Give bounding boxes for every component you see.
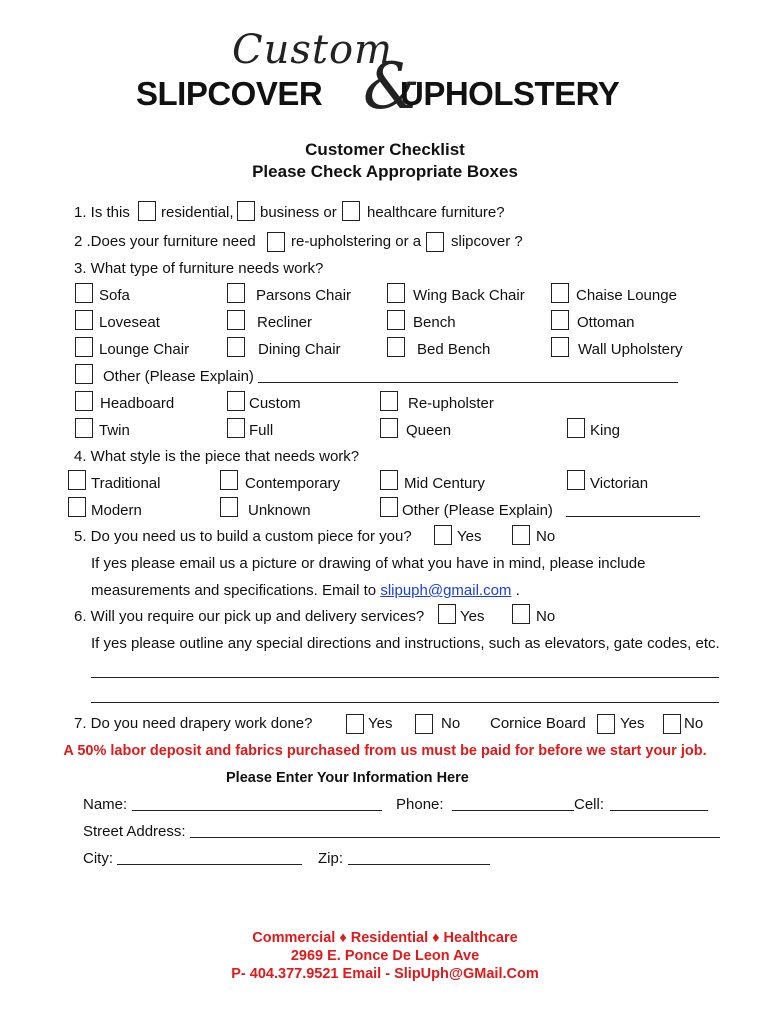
q1-label: 1. Is this [74,204,130,221]
q3-sofa-label: Sofa [99,287,130,304]
q3-lounge-chair-checkbox[interactable] [75,337,93,357]
q4-modern-checkbox[interactable] [68,497,86,517]
q3-full-checkbox[interactable] [227,418,245,438]
footer-contact: P- 404.377.9521 Email - SlipUph@GMail.Com [231,966,539,982]
q3-wall-upholstery-label: Wall Upholstery [578,341,683,358]
phone-label: Phone: [396,796,444,813]
q1-residential-label: residential, [161,204,234,221]
q2-reupholster-checkbox[interactable] [267,232,285,252]
name-field[interactable] [132,810,382,811]
q4-other-input-line[interactable] [566,516,700,517]
q3-king-label: King [590,422,621,439]
q7-cornice-yes-checkbox[interactable] [597,714,615,734]
q3-king-checkbox[interactable] [567,418,585,438]
street-address-field[interactable] [190,837,720,838]
q2-slipcover-checkbox[interactable] [426,232,444,252]
zip-label: Zip: [318,850,344,867]
q6-instructions-line-2[interactable] [91,702,719,703]
q3-bench-label: Bench [413,314,456,331]
q5-note-email-line [91,582,520,600]
q3-twin-checkbox[interactable] [75,418,93,438]
q5-note: If yes please email us a picture or drawing of what you have in mind, please include [91,555,646,572]
name-label: Name: [83,796,128,813]
deposit-notice: A 50% labor deposit and fabrics purchased from us must be paid for before we start your job. [63,743,707,759]
q5-email-link[interactable]: slipuph@gmail.com [380,582,512,599]
q4-traditional-label: Traditional [91,475,161,492]
q3-bed-bench-checkbox[interactable] [387,337,405,357]
q1-business-label: business or [260,204,337,221]
q3-other-checkbox[interactable] [75,364,93,384]
q3-ottoman-checkbox[interactable] [551,310,569,330]
q1-business-checkbox[interactable] [237,201,255,221]
q6-label: 6. Will you require our pick up and delivery services? [74,608,425,625]
q5-label: 5. Do you need us to build a custom piece for you? [74,528,412,545]
q4-modern-label: Modern [91,502,142,519]
q7-yes-label: Yes [368,715,393,732]
q4-label: 4. What style is the piece that needs work? [74,448,360,465]
street-address-label: Street Address: [83,823,186,840]
q3-other-label: Other (Please Explain) [103,368,254,385]
q4-unknown-label: Unknown [248,502,311,519]
q4-victorian-label: Victorian [590,475,649,492]
q1-healthcare-label: healthcare furniture? [367,204,505,221]
q3-recliner-checkbox[interactable] [227,310,245,330]
q3-parsons-chair-label: Parsons Chair [256,287,352,304]
q4-mid-century-checkbox[interactable] [380,470,398,490]
logo-script-text: Custom [232,27,393,73]
q6-yes-label: Yes [460,608,485,625]
q7-cornice-yes-label: Yes [620,715,645,732]
q3-wing-back-chair-label: Wing Back Chair [413,287,525,304]
q3-wall-upholstery-checkbox[interactable] [551,337,569,357]
q7-cornice-no-label: No [684,715,704,732]
q3-loveseat-checkbox[interactable] [75,310,93,330]
q3-parsons-chair-checkbox[interactable] [227,283,245,303]
q3-ottoman-label: Ottoman [577,314,635,331]
q6-no-label: No [536,608,556,625]
q1-healthcare-checkbox[interactable] [342,201,360,221]
cell-label: Cell: [574,796,605,813]
q3-queen-label: Queen [406,422,452,439]
info-heading: Please Enter Your Information Here [226,770,469,786]
q4-victorian-checkbox[interactable] [567,470,585,490]
q3-other-input-line[interactable] [258,382,678,383]
q3-reupholster-label: Re-upholster [408,395,494,412]
q3-full-label: Full [249,422,274,439]
q3-wing-back-chair-checkbox[interactable] [387,283,405,303]
q3-headboard-label: Headboard [100,395,175,412]
footer-address: 2969 E. Ponce De Leon Ave [290,948,480,964]
q3-sofa-checkbox[interactable] [75,283,93,303]
city-label: City: [83,850,113,867]
q2-slipcover-label: slipcover ? [451,233,523,250]
q4-unknown-checkbox[interactable] [220,497,238,517]
q7-no-checkbox[interactable] [415,714,433,734]
q4-traditional-checkbox[interactable] [68,470,86,490]
q3-label: 3. What type of furniture needs work? [74,260,324,277]
q3-reupholster-checkbox[interactable] [380,391,398,411]
q6-instructions-line-1[interactable] [91,677,719,678]
q7-no-label: No [441,715,461,732]
q5-no-checkbox[interactable] [512,525,530,545]
q5-note-prefix: measurements and specifications. Email to [91,582,377,599]
q2-reupholster-label: re-upholstering or a [291,233,422,250]
q3-bed-bench-label: Bed Bench [417,341,491,358]
page-title: Customer Checklist [305,140,465,159]
cell-field[interactable] [610,810,708,811]
q5-note-suffix: . [515,582,520,599]
q4-contemporary-label: Contemporary [245,475,341,492]
q1-residential-checkbox[interactable] [138,201,156,221]
q7-cornice-no-checkbox[interactable] [663,714,681,734]
q6-note: If yes please outline any special directions and instructions, such as elevators, gate codes, etc. [91,635,720,652]
phone-field[interactable] [452,810,574,811]
q6-yes-checkbox[interactable] [438,604,456,624]
q3-custom-checkbox[interactable] [227,391,245,411]
q6-no-checkbox[interactable] [512,604,530,624]
q7-label: 7. Do you need drapery work done? [74,715,313,732]
q3-loveseat-label: Loveseat [99,314,160,331]
q3-recliner-label: Recliner [257,314,313,331]
q3-dining-chair-label: Dining Chair [258,341,341,358]
q3-custom-label: Custom [249,395,301,412]
q4-other-label: Other (Please Explain) [402,502,553,519]
logo-ampersand: & [363,50,420,124]
q2-label: 2 .Does your furniture need [74,233,256,250]
page-subtitle: Please Check Appropriate Boxes [252,162,518,181]
q5-no-label: No [536,528,556,545]
logo-right-word: UPHOLSTERY [400,75,620,112]
q4-mid-century-label: Mid Century [404,475,485,492]
q3-lounge-chair-label: Lounge Chair [99,341,190,358]
zip-field[interactable] [348,864,490,865]
q3-chaise-lounge-checkbox[interactable] [551,283,569,303]
q5-yes-label: Yes [457,528,482,545]
q7-yes-checkbox[interactable] [346,714,364,734]
q3-bench-checkbox[interactable] [387,310,405,330]
q7-cornice-board-label: Cornice Board [490,715,586,732]
q3-twin-label: Twin [99,422,130,439]
logo-left-word: SLIPCOVER [136,75,323,112]
footer-services: Commercial ♦ Residential ♦ Healthcare [252,930,518,946]
q3-headboard-checkbox[interactable] [75,391,93,411]
q4-other-checkbox[interactable] [380,497,398,517]
q4-contemporary-checkbox[interactable] [220,470,238,490]
q3-chaise-lounge-label: Chaise Lounge [576,287,677,304]
city-field[interactable] [117,864,302,865]
q3-queen-checkbox[interactable] [380,418,398,438]
q3-dining-chair-checkbox[interactable] [227,337,245,357]
q5-yes-checkbox[interactable] [434,525,452,545]
